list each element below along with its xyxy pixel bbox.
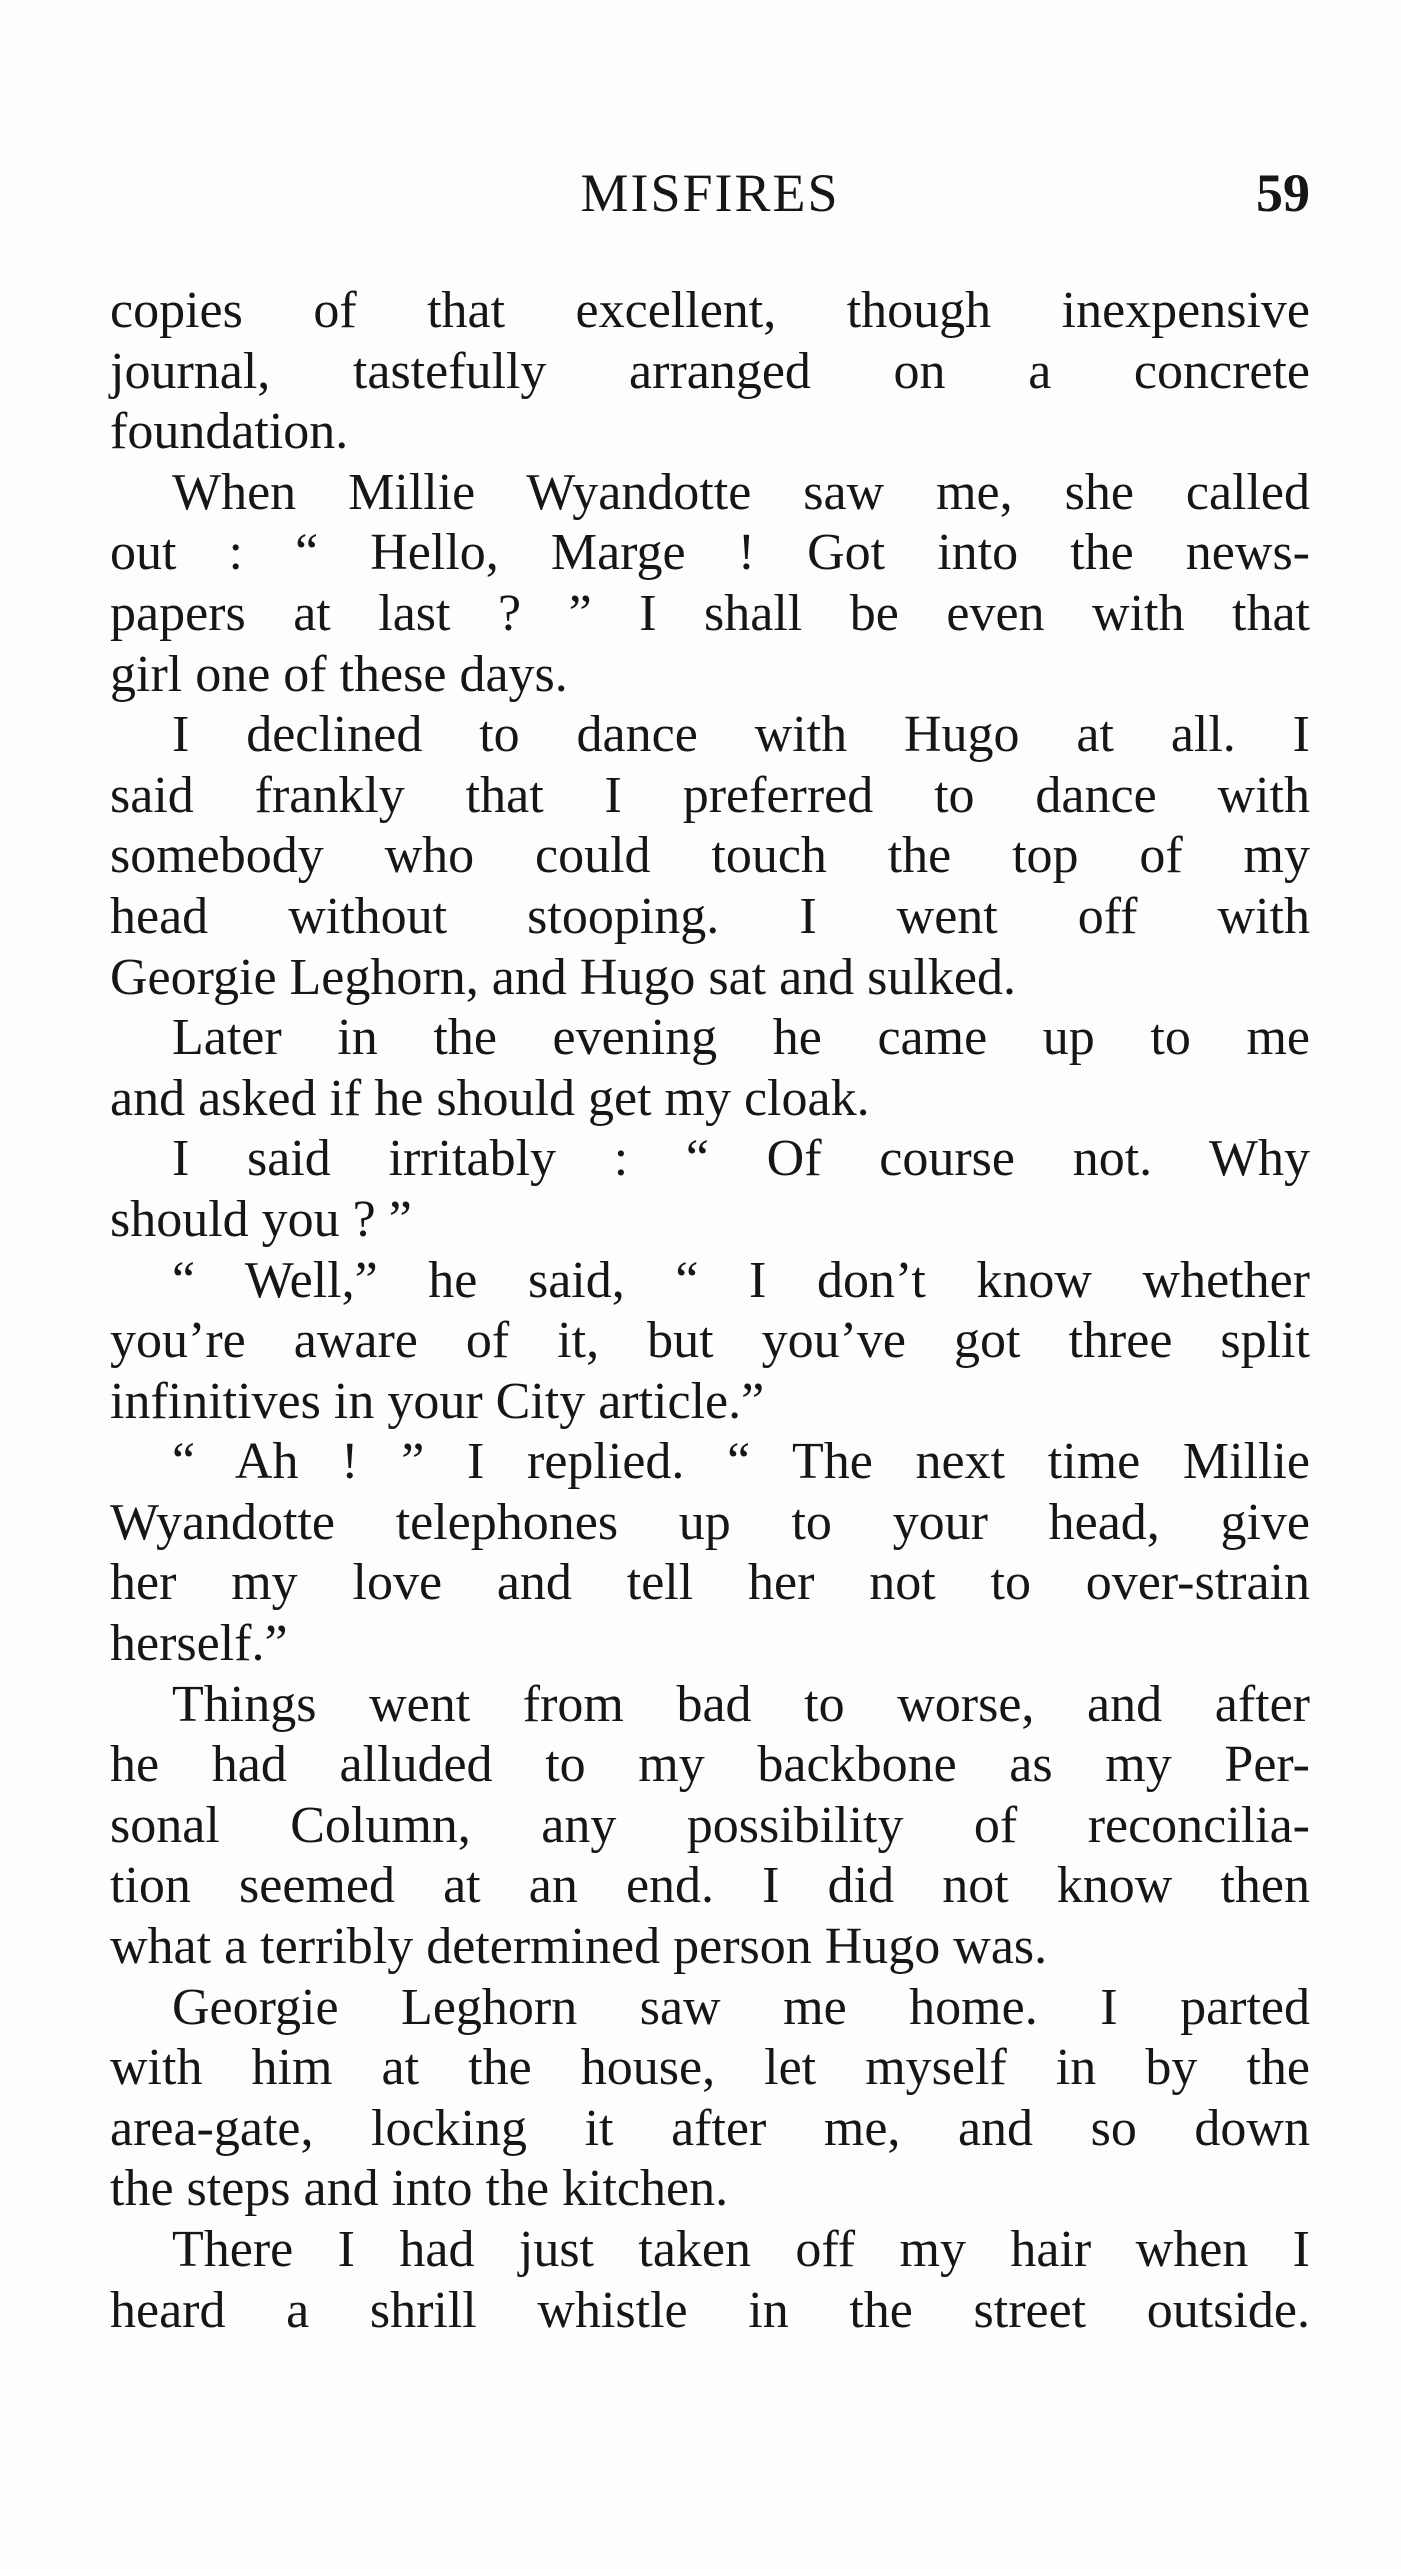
text-line: journal, tastefully arranged on a concrete	[110, 342, 1310, 400]
text-line: foundation.	[110, 403, 349, 461]
text-line: and asked if he should get my cloak.	[110, 1069, 870, 1127]
text-line: head without stooping. I went off with	[110, 887, 1310, 945]
text-line: somebody who could touch the top of my	[110, 827, 1310, 885]
text-line: Things went from bad to worse, and after	[172, 1675, 1310, 1733]
text-line: Georgie Leghorn, and Hugo sat and sulked.	[110, 948, 1016, 1006]
running-head	[110, 158, 1310, 228]
text-line: infinitives in your City article.”	[110, 1372, 765, 1430]
text-line: herself.”	[110, 1615, 288, 1673]
paragraph	[110, 1008, 1310, 1129]
text-line: Later in the evening he came up to me	[172, 1009, 1310, 1067]
paragraph	[110, 705, 1310, 1008]
text-line: “ Ah ! ” I replied. “ The next time Millie	[172, 1433, 1310, 1491]
text-line: There I had just taken off my hair when I	[172, 2221, 1310, 2278]
text-line: I declined to dance with Hugo at all. I	[172, 706, 1310, 764]
body-text	[110, 281, 1310, 2341]
text-line: Georgie Leghorn saw me home. I parted	[172, 1978, 1310, 2036]
paragraph	[110, 281, 1310, 463]
text-line: what a terribly determined person Hugo was.	[110, 1918, 1048, 1976]
text-line: tion seemed at an end. I did not know then	[110, 1857, 1310, 1915]
text-line: with him at the house, let myself in by the	[110, 2039, 1310, 2097]
paragraph	[110, 1978, 1310, 2220]
text-line: girl one of these days.	[110, 645, 568, 703]
paragraph	[110, 1129, 1310, 1250]
paragraph	[110, 2220, 1310, 2341]
running-title: MISFIRES	[580, 163, 840, 223]
text-line: sonal Column, any possibility of reconcilia-	[110, 1796, 1310, 1854]
paragraph	[110, 1251, 1310, 1433]
text-line: Wyandotte telephones up to your head, give	[110, 1493, 1310, 1551]
text-line: area-gate, locking it after me, and so down	[110, 2099, 1310, 2157]
text-line: out : “ Hello, Marge ! Got into the news-	[110, 524, 1310, 582]
text-line: you’re aware of it, but you’ve got three split	[110, 1312, 1310, 1370]
text-line: her my love and tell her not to over-strain	[110, 1554, 1310, 1612]
text-line: When Millie Wyandotte saw me, she called	[172, 463, 1310, 521]
text-line: copies of that excellent, though inexpensive	[110, 282, 1310, 339]
paragraph	[110, 1675, 1310, 1978]
text-line: I said irritably : “ Of course not. Why	[172, 1130, 1310, 1188]
text-line: “ Well,” he said, “ I don’t know whether	[172, 1251, 1310, 1309]
paragraph	[110, 463, 1310, 705]
text-line: heard a shrill whistle in the street outside.	[110, 2281, 1310, 2339]
text-line: should you ? ”	[110, 1190, 412, 1248]
text-line: he had alluded to my backbone as my Per-	[110, 1736, 1310, 1794]
text-line: the steps and into the kitchen.	[110, 2160, 729, 2218]
page-number: 59	[1256, 163, 1310, 223]
text-line: papers at last ? ” I shall be even with that	[110, 584, 1310, 642]
paragraph	[110, 1432, 1310, 1674]
text-line: said frankly that I preferred to dance with	[110, 766, 1310, 824]
